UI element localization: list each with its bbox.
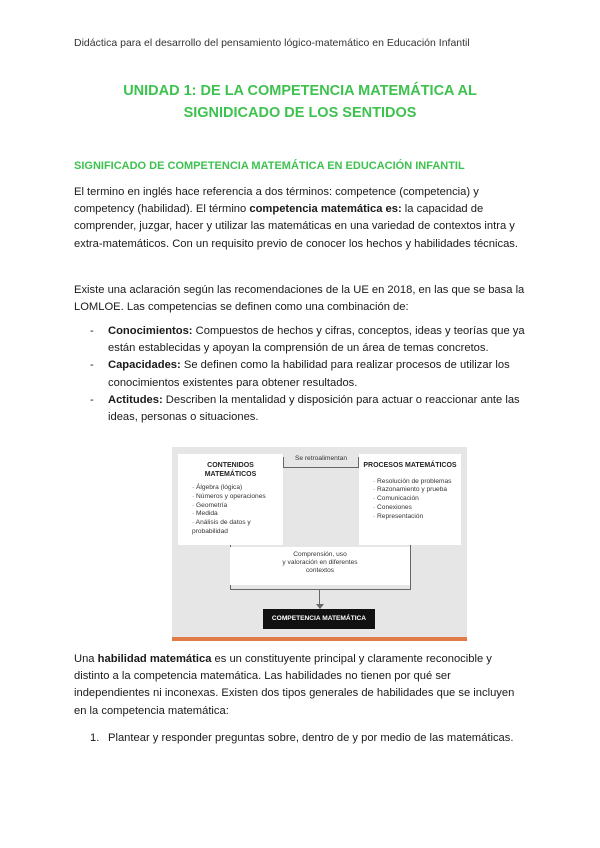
- contents-title-line-2: MATEMÁTICOS: [204, 470, 257, 478]
- processes-list: [373, 478, 461, 522]
- comprehension-line-3: contextos: [305, 567, 335, 574]
- list-text: Se definen como la habilidad para realizar procesos de utilizar los conocimientos existentes para obtener resultados.: [108, 359, 510, 389]
- paragraph-definition: [74, 184, 529, 253]
- paragraph-text: El termino en inglés hace referencia a dos términos: competence (competencia) y competency (habilidad). El término: [74, 186, 479, 216]
- processes-box-title: PROCESOS MATEMÁTICOS: [363, 462, 457, 469]
- processes-item: · Conexiones: [373, 504, 461, 513]
- list-text: Describen la mentalidad y disposición para actuar o reaccionar ante las ideas, personas o situaciones.: [108, 393, 520, 424]
- list-dash: -: [90, 359, 94, 372]
- processes-box: [359, 454, 461, 545]
- contents-title-line-1: CONTENIDOS: [207, 462, 254, 469]
- list-term: Capacidades:: [108, 359, 181, 372]
- section-heading: SIGNIFICADO DE COMPETENCIA MATEMÁTICA EN EDUCACIÓN INFANTIL: [74, 160, 465, 172]
- final-competence-box: COMPETENCIA MATEMÁTICA: [263, 609, 375, 629]
- list-item: [74, 323, 529, 357]
- unit-title-line-2: SIGNIDICADO DE LOS SENTIDOS: [183, 105, 417, 121]
- contents-item: · Medida: [192, 510, 283, 519]
- contents-item: · Álgebra (lógica): [192, 484, 283, 493]
- list-item: [74, 357, 529, 391]
- unit-title: [60, 80, 540, 124]
- paragraph-text: la capacidad de comprender, juzgar, hacer y utilizar las matemáticas en una variedad de contextos intra y extra-matemáticos. Con un requisito previo de conocer los hechos y habilidades técnicas.: [74, 203, 519, 250]
- contents-list: [192, 484, 283, 537]
- comprehension-line-1: Comprensión, uso: [293, 551, 347, 558]
- competence-diagram: [172, 447, 467, 641]
- list-text: Compuestos de hechos y cifras, conceptos, ideas y teorías que ya están establecidas y apoyan la comprensión de un área de temas concretos.: [108, 325, 525, 355]
- page-header: Didáctica para el desarrollo del pensamiento lógico-matemático en Educación Infantil: [74, 37, 470, 49]
- contents-item: · Números y operaciones: [192, 493, 283, 502]
- processes-item: · Comunicación: [373, 495, 461, 504]
- unit-title-line-1: UNIDAD 1: DE LA COMPETENCIA MATEMÁTICA AL: [123, 83, 477, 99]
- contents-box: [178, 454, 283, 545]
- paragraph-skill: [74, 651, 529, 720]
- connector-bottom: [230, 589, 411, 590]
- list-dash: -: [90, 393, 94, 406]
- list-term: Actitudes:: [108, 393, 163, 406]
- comprehension-line-2: y valoración en diferentes: [282, 559, 358, 566]
- processes-item: · Razonamiento y prueba: [373, 486, 461, 495]
- skills-list: [74, 730, 529, 747]
- list-text: Plantear y responder preguntas sobre, dentro de y por medio de las matemáticas.: [108, 732, 514, 744]
- feedback-arrow-line: [283, 467, 359, 468]
- contents-item: · Geometría: [192, 502, 283, 511]
- list-item: [74, 392, 529, 426]
- comprehension-box: [230, 547, 410, 585]
- paragraph-bold: habilidad matemática: [97, 653, 212, 665]
- feedback-arrow-tick-left: [283, 457, 284, 468]
- connector-right-down: [410, 545, 411, 590]
- paragraph-text: Una: [74, 653, 98, 665]
- competence-list: [74, 323, 529, 426]
- list-dash: -: [90, 325, 94, 337]
- paragraph-bold: competencia matemática es:: [249, 203, 402, 216]
- feedback-label: Se retroalimentan: [294, 455, 348, 462]
- paragraph-ue: Existe una aclaración según las recomendaciones de la UE en 2018, en las que se basa la LOMLOE. Las competencias se definen como una combinación de:: [74, 284, 525, 314]
- paragraph-text: es un constituyente principal y claramente reconocible y distinto a la competencia matemática. Las habilidades no tienen por qué ser independientes ni inconexas. Existen dos tipos generales de habilidades que se incluyen en la competencia matemática:: [74, 653, 515, 717]
- list-item: [74, 730, 529, 747]
- processes-item: · Representación: [373, 513, 461, 522]
- list-term: Conocimientos:: [108, 325, 193, 337]
- contents-item: · Análisis de datos y probabilidad: [192, 519, 283, 537]
- processes-item: · Resolución de problemas: [373, 478, 461, 487]
- list-number: 1.: [90, 732, 100, 744]
- contents-box-title: [178, 462, 283, 479]
